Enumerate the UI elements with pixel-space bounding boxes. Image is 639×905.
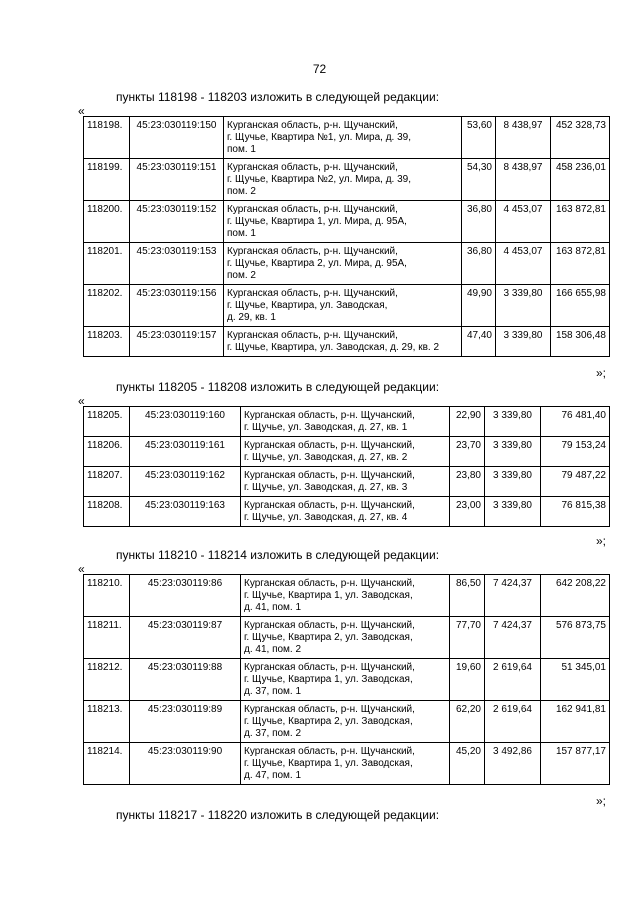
address-line: г. Щучье, Квартира 2, ул. Мира, д. 95А, <box>227 258 407 269</box>
table-row <box>84 659 610 701</box>
table-row <box>84 617 610 659</box>
address-line: г. Щучье, Квартира №2, ул. Мира, д. 39, <box>227 174 412 185</box>
address-line: г. Щучье, ул. Заводская, д. 27, кв. 2 <box>244 452 408 463</box>
row-number-cell: 118210. <box>84 575 130 617</box>
cadastral-number-cell: 45:23:030119:153 <box>130 243 224 285</box>
total-value-cell: 76 481,40 <box>541 407 610 437</box>
area-cell: 23,80 <box>450 467 485 497</box>
address-cell <box>241 467 450 497</box>
address-line: д. 41, пом. 2 <box>244 644 302 655</box>
address-line: Курганская область, р-н. Щучанский, <box>227 204 398 215</box>
table-row <box>84 327 610 357</box>
address-line: Курганская область, р-н. Щучанский, <box>244 578 415 589</box>
area-cell: 23,70 <box>450 437 485 467</box>
table-row <box>84 201 610 243</box>
address-line: Курганская область, р-н. Щучанский, <box>244 662 415 673</box>
area-cell: 36,80 <box>462 243 496 285</box>
total-value-cell: 76 815,38 <box>541 497 610 527</box>
cadastral-number-cell: 45:23:030119:160 <box>130 407 241 437</box>
address-line: пом. 2 <box>227 270 256 281</box>
table-row <box>84 497 610 527</box>
area-cell: 54,30 <box>462 159 496 201</box>
address-line: г. Щучье, Квартира №1, ул. Мира, д. 39, <box>227 132 412 143</box>
address-line: Курганская область, р-н. Щучанский, <box>244 746 415 757</box>
price-per-sqm-cell: 2 619,64 <box>485 701 541 743</box>
address-line: Курганская область, р-н. Щучанский, <box>244 470 415 481</box>
table-row <box>84 743 610 785</box>
address-line: г. Щучье, ул. Заводская, д. 27, кв. 4 <box>244 512 408 523</box>
row-number-cell: 118203. <box>84 327 130 357</box>
property-table <box>83 116 610 357</box>
address-line: г. Щучье, Квартира 1, ул. Заводская, <box>244 674 413 685</box>
page-number: 72 <box>312 62 327 76</box>
price-per-sqm-cell: 8 438,97 <box>496 159 551 201</box>
price-per-sqm-cell: 3 339,80 <box>485 467 541 497</box>
address-cell <box>224 159 462 201</box>
row-number-cell: 118201. <box>84 243 130 285</box>
property-table <box>83 406 610 527</box>
address-cell <box>224 243 462 285</box>
total-value-cell: 163 872,81 <box>551 243 610 285</box>
address-line: Курганская область, р-н. Щучанский, <box>227 246 398 257</box>
section-intro: пункты 118198 - 118203 изложить в следующей редакции: <box>116 90 440 104</box>
cadastral-number-cell: 45:23:030119:157 <box>130 327 224 357</box>
row-number-cell: 118212. <box>84 659 130 701</box>
address-cell <box>224 201 462 243</box>
address-line: г. Щучье, Квартира, ул. Заводская, <box>227 300 388 311</box>
table-row <box>84 159 610 201</box>
address-line: д. 29, кв. 1 <box>227 312 276 323</box>
total-value-cell: 51 345,01 <box>541 659 610 701</box>
address-line: г. Щучье, ул. Заводская, д. 27, кв. 1 <box>244 422 408 433</box>
open-quote: « <box>78 394 85 408</box>
row-number-cell: 118213. <box>84 701 130 743</box>
address-line: г. Щучье, ул. Заводская, д. 27, кв. 3 <box>244 482 408 493</box>
price-per-sqm-cell: 8 438,97 <box>496 117 551 159</box>
address-cell <box>224 327 462 357</box>
address-cell <box>241 617 450 659</box>
property-table <box>83 574 610 785</box>
row-number-cell: 118206. <box>84 437 130 467</box>
price-per-sqm-cell: 3 339,80 <box>485 497 541 527</box>
address-cell <box>224 117 462 159</box>
row-number-cell: 118208. <box>84 497 130 527</box>
cadastral-number-cell: 45:23:030119:162 <box>130 467 241 497</box>
table-row <box>84 437 610 467</box>
address-line: пом. 2 <box>227 186 256 197</box>
row-number-cell: 118199. <box>84 159 130 201</box>
address-line: Курганская область, р-н. Щучанский, <box>227 288 398 299</box>
table-body <box>84 575 610 785</box>
area-cell: 19,60 <box>450 659 485 701</box>
address-line: Курганская область, р-н. Щучанский, <box>227 330 398 341</box>
address-cell <box>241 575 450 617</box>
total-value-cell: 166 655,98 <box>551 285 610 327</box>
table-row <box>84 467 610 497</box>
address-line: Курганская область, р-н. Щучанский, <box>244 704 415 715</box>
table-row <box>84 243 610 285</box>
table-body <box>84 407 610 527</box>
price-per-sqm-cell: 3 339,80 <box>496 327 551 357</box>
row-number-cell: 118198. <box>84 117 130 159</box>
cadastral-number-cell: 45:23:030119:90 <box>130 743 241 785</box>
address-line: г. Щучье, Квартира 1, ул. Мира, д. 95А, <box>227 216 407 227</box>
open-quote: « <box>78 104 85 118</box>
price-per-sqm-cell: 7 424,37 <box>485 575 541 617</box>
address-cell <box>241 659 450 701</box>
price-per-sqm-cell: 7 424,37 <box>485 617 541 659</box>
row-number-cell: 118205. <box>84 407 130 437</box>
close-quote: »; <box>596 366 607 380</box>
area-cell: 86,50 <box>450 575 485 617</box>
area-cell: 36,80 <box>462 201 496 243</box>
area-cell: 49,90 <box>462 285 496 327</box>
address-line: Курганская область, р-н. Щучанский, <box>244 500 415 511</box>
table-row <box>84 117 610 159</box>
price-per-sqm-cell: 3 339,80 <box>496 285 551 327</box>
cadastral-number-cell: 45:23:030119:151 <box>130 159 224 201</box>
close-quote: »; <box>596 534 607 548</box>
address-line: д. 41, пом. 1 <box>244 602 302 613</box>
address-cell <box>241 497 450 527</box>
cadastral-number-cell: 45:23:030119:150 <box>130 117 224 159</box>
address-cell <box>241 701 450 743</box>
address-cell <box>241 743 450 785</box>
address-line: г. Щучье, Квартира 2, ул. Заводская, <box>244 632 413 643</box>
row-number-cell: 118214. <box>84 743 130 785</box>
cadastral-number-cell: 45:23:030119:86 <box>130 575 241 617</box>
address-line: пом. 1 <box>227 228 256 239</box>
total-value-cell: 162 941,81 <box>541 701 610 743</box>
total-value-cell: 79 153,24 <box>541 437 610 467</box>
address-cell <box>224 285 462 327</box>
area-cell: 62,20 <box>450 701 485 743</box>
address-line: д. 47, пом. 1 <box>244 770 302 781</box>
cadastral-number-cell: 45:23:030119:89 <box>130 701 241 743</box>
price-per-sqm-cell: 4 453,07 <box>496 201 551 243</box>
total-value-cell: 458 236,01 <box>551 159 610 201</box>
area-cell: 23,00 <box>450 497 485 527</box>
table-row <box>84 407 610 437</box>
address-line: Курганская область, р-н. Щучанский, <box>244 410 415 421</box>
table-body <box>84 117 610 357</box>
area-cell: 53,60 <box>462 117 496 159</box>
cadastral-number-cell: 45:23:030119:163 <box>130 497 241 527</box>
address-cell <box>241 437 450 467</box>
total-value-cell: 576 873,75 <box>541 617 610 659</box>
cadastral-number-cell: 45:23:030119:88 <box>130 659 241 701</box>
address-line: Курганская область, р-н. Щучанский, <box>227 120 398 131</box>
row-number-cell: 118211. <box>84 617 130 659</box>
price-per-sqm-cell: 3 339,80 <box>485 407 541 437</box>
area-cell: 45,20 <box>450 743 485 785</box>
cadastral-number-cell: 45:23:030119:156 <box>130 285 224 327</box>
table-row <box>84 575 610 617</box>
address-cell <box>241 407 450 437</box>
address-line: Курганская область, р-н. Щучанский, <box>244 440 415 451</box>
close-quote: »; <box>596 794 607 808</box>
section-intro: пункты 118210 - 118214 изложить в следующей редакции: <box>116 548 440 562</box>
address-line: Курганская область, р-н. Щучанский, <box>227 162 398 173</box>
total-value-cell: 163 872,81 <box>551 201 610 243</box>
address-line: Курганская область, р-н. Щучанский, <box>244 620 415 631</box>
row-number-cell: 118207. <box>84 467 130 497</box>
table-row <box>84 285 610 327</box>
area-cell: 22,90 <box>450 407 485 437</box>
area-cell: 47,40 <box>462 327 496 357</box>
price-per-sqm-cell: 2 619,64 <box>485 659 541 701</box>
cadastral-number-cell: 45:23:030119:87 <box>130 617 241 659</box>
table-row <box>84 701 610 743</box>
cadastral-number-cell: 45:23:030119:161 <box>130 437 241 467</box>
price-per-sqm-cell: 4 453,07 <box>496 243 551 285</box>
address-line: г. Щучье, Квартира 2, ул. Заводская, <box>244 716 413 727</box>
address-line: г. Щучье, Квартира 1, ул. Заводская, <box>244 758 413 769</box>
open-quote: « <box>78 562 85 576</box>
total-value-cell: 642 208,22 <box>541 575 610 617</box>
address-line: д. 37, пом. 1 <box>244 686 302 697</box>
row-number-cell: 118202. <box>84 285 130 327</box>
address-line: г. Щучье, Квартира, ул. Заводская, д. 29, кв. 2 <box>227 342 440 353</box>
section-intro: пункты 118205 - 118208 изложить в следующей редакции: <box>116 380 440 394</box>
address-line: д. 37, пом. 2 <box>244 728 302 739</box>
section-intro: пункты 118217 - 118220 изложить в следующей редакции: <box>116 808 440 822</box>
price-per-sqm-cell: 3 492,86 <box>485 743 541 785</box>
address-line: пом. 1 <box>227 144 256 155</box>
row-number-cell: 118200. <box>84 201 130 243</box>
total-value-cell: 158 306,48 <box>551 327 610 357</box>
total-value-cell: 452 328,73 <box>551 117 610 159</box>
area-cell: 77,70 <box>450 617 485 659</box>
cadastral-number-cell: 45:23:030119:152 <box>130 201 224 243</box>
total-value-cell: 79 487,22 <box>541 467 610 497</box>
address-line: г. Щучье, Квартира 1, ул. Заводская, <box>244 590 413 601</box>
price-per-sqm-cell: 3 339,80 <box>485 437 541 467</box>
total-value-cell: 157 877,17 <box>541 743 610 785</box>
